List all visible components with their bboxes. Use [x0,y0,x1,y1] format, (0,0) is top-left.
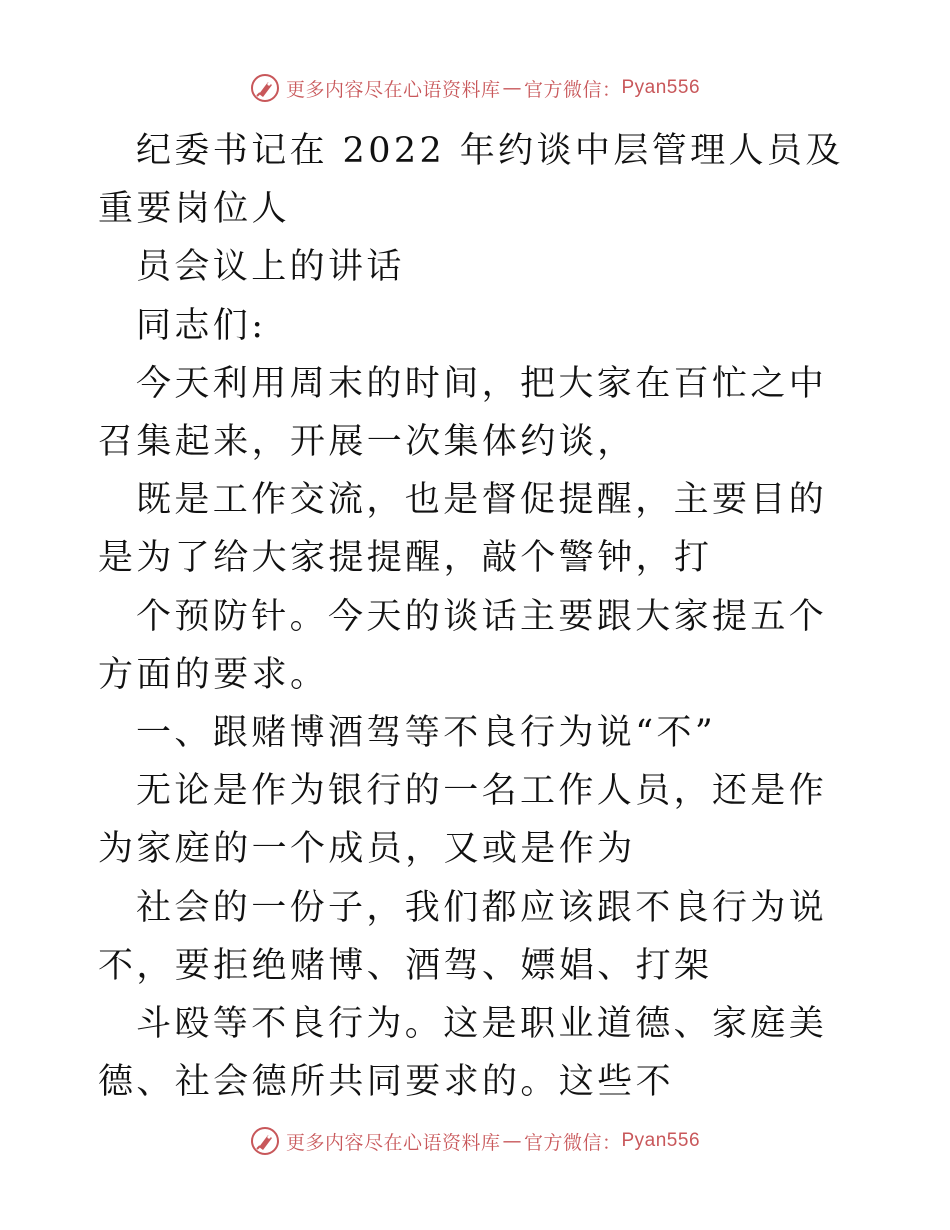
paragraph: 同志们: [136,305,267,346]
footer-watermark [0,1123,950,1159]
watermark-id: Pyan556 [621,77,701,98]
paragraph: 纪委书记在 2022 年约谈中层管理人员及重要岗位人 [98,131,844,230]
watermark-text: 更多内容尽在心语资料库 [285,78,501,101]
paragraph: 斗殴等不良行为。这是职业道德、家庭美德、社会德所共同要求的。这些不 [98,1004,828,1103]
header-watermark [0,70,950,106]
watermark-dash: — [502,77,522,99]
paragraph: 既是工作交流，也是督促提醒，主要目的是为了给大家提提醒，敲个警钟，打 [98,480,828,579]
paragraph: 无论是作为银行的一名工作人员，还是作为家庭的一个成员，又或是作为 [98,771,828,870]
watermark-label: 官方微信： [523,1131,622,1154]
paragraph: 员会议上的讲话 [136,247,405,288]
document-body [98,122,858,1111]
paragraph: 个预防针。今天的谈话主要跟大家提五个方面的要求。 [98,596,828,695]
watermark-id: Pyan556 [621,1130,701,1151]
section-heading: 一、跟赌博酒驾等不良行为说“不” [136,713,717,754]
pen-nib-logo-icon [250,1126,280,1156]
watermark-text: 更多内容尽在心语资料库 [285,1131,501,1154]
watermark-dash: — [502,1130,522,1152]
paragraph: 社会的一份子，我们都应该跟不良行为说不，要拒绝赌博、酒驾、嫖娼、打架 [98,887,828,986]
pen-nib-logo-icon [250,73,280,103]
paragraph: 今天利用周末的时间，把大家在百忙之中召集起来，开展一次集体约谈， [98,363,828,463]
watermark-label: 官方微信： [523,78,622,101]
